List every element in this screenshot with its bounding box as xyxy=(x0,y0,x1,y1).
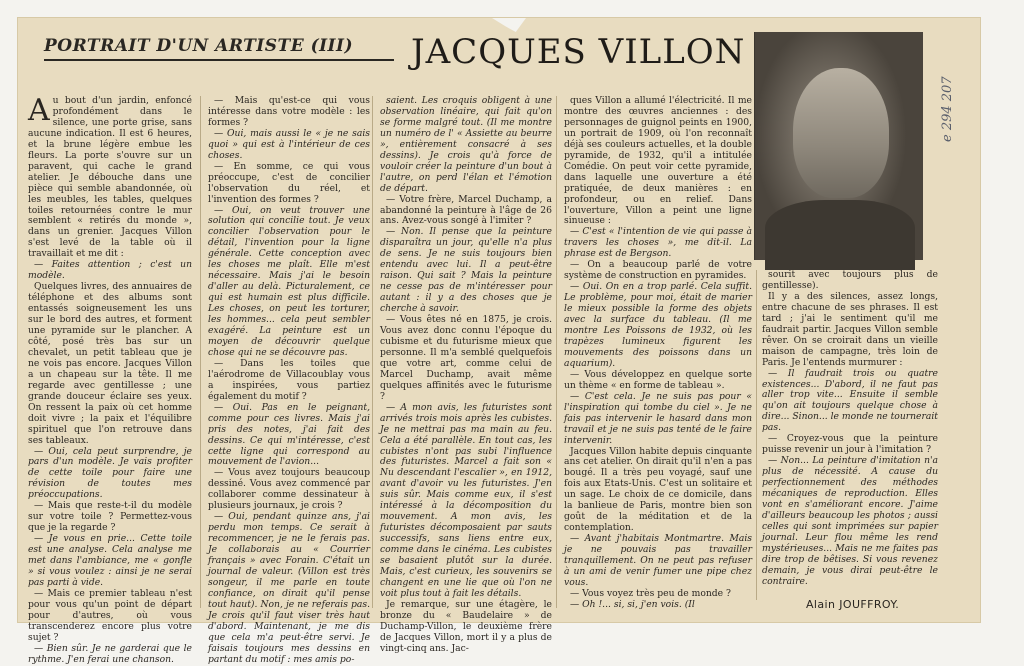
paragraph-text: — Il faudrait trois ou quatre existences... D'abord, il ne faut pas aller trop vite... Ensuite il semble qu'on ait toujours quelque chose à dire... Sinon... le monde ne tournerait pas. xyxy=(762,367,938,434)
article-column-1 xyxy=(28,93,192,665)
paragraph-text: saient. Les croquis obligent à une observation linéaire, qui fait qu'on se forme malgré tout. (Il me montre un numéro de l' « Assiette au beurre », entièrement consacré à ses dessins). Je crois qu'à force de vouloir créer la peinture d'un bout à l'autre, on perd l'élan et l'émotion de départ. xyxy=(380,95,552,194)
paragraph xyxy=(28,534,192,589)
handwritten-note: e 294 207 xyxy=(940,76,955,142)
paragraph-text: — Mais ce premier tableau n'est pour vous qu'un point de départ pour d'autres, où vous transcenderez encore plus votre sujet ? xyxy=(28,587,192,643)
paragraph xyxy=(762,456,938,587)
paragraph-text: — Oui. Pas en le peignant, comme pour ces livres. Mais j'ai pris des notes, j'ai fait des dessins. Ce qui m'intéresse, c'est cette ligne qui correspond au mouvement de l'avion... xyxy=(208,401,370,468)
article-kicker: PORTRAIT D'UN ARTISTE (III) xyxy=(44,36,394,61)
paragraph-text: Je remarque, sur une étagère, le bronze du « Baudelaire » de Duchamp-Villon, le deuxième frère de Jacques Villon, mort il y a plus de vingt-cinq ans. Jac- xyxy=(380,598,552,654)
paragraph-text: — En somme, ce qui vous préoccupe, c'est de concilier l'observation du réel, et l'invention des formes ? xyxy=(208,160,370,205)
article-column-4 xyxy=(564,96,752,608)
paragraph-text: — C'est « l'intention de vie qui passe à travers les choses », me dit-il. La phrase est de Bergson. xyxy=(564,226,752,260)
paragraph-text: — Oui, mais aussi le « je ne sais quoi » qui est à l'intérieur de ces choses. xyxy=(208,127,370,161)
paragraph-text: — Croyez-vous que la peinture puisse revenir un jour à l'imitation ? xyxy=(762,433,938,456)
article-column-2 xyxy=(208,95,370,665)
paragraph-text: — Vous développez en quelque sorte un thème « en forme de tableau ». xyxy=(564,368,752,391)
paragraph xyxy=(380,96,552,195)
paragraph xyxy=(564,227,752,260)
paragraph xyxy=(564,260,752,282)
paragraph xyxy=(28,93,192,260)
paragraph xyxy=(28,589,192,644)
paragraph xyxy=(28,501,192,534)
article-column-5 xyxy=(762,269,938,587)
paragraph xyxy=(380,227,552,315)
paragraph xyxy=(564,370,752,392)
paragraph-text: — Avant j'habitais Montmartre. Mais je ne pouvais pas travailler tranquillement. On ne peut pas refuser à un ami de venir fumer une pipe chez vous. xyxy=(564,533,752,588)
paragraph xyxy=(208,468,370,512)
article-column-3 xyxy=(380,95,552,654)
paragraph-text: ques Villon a allumé l'électricité. Il me montre des œuvres anciennes : des personnages de guignol peints en 1900, un portrait de 1909, où l'on reconnaît déjà ses couleurs actuelles, et la double pyramide, de 1932, qu'il a intitulée Comédie. On peut voir cette pyramide, dans laquelle une ouverture a été pratiquée, de deux manières : en profondeur, ou en relief. Dans l'ouverture, Villon a peint une ligne sinueuse : xyxy=(564,95,752,227)
column-rule xyxy=(756,270,757,600)
dropcap-letter: A xyxy=(28,93,50,128)
paragraph-text: — Oui. On en a trop parlé. Cela suffit. Le problème, pour moi, était de marier le mieux possible la forme des objets avec la surface du tableau. (Il me montre Les Poissons de 1932, où les trapèzes lumineux figurent les mouvements des poissons dans un aquarium). xyxy=(564,281,752,369)
paragraph xyxy=(762,434,938,456)
paragraph-text: sourit avec toujours plus de gentillesse). xyxy=(762,269,938,291)
paragraph-text: — Non... La peinture d'imitation n'a plus de nécessité. A cause du perfectionnement des méthodes mécaniques de reproduction. Elles vont en s'améliorant encore. J'aime d'ailleurs beaucoup les photos ; aussi celles qui sont imprimées sur papier journal. Leur flou même les rend mystérieuses... Mais ne me faites pas dire trop de bêtises. Si vous revenez demain, je vous dirai peut-être le contraire. xyxy=(762,455,938,587)
paragraph-text: — Dans les toiles que l'aérodrome de Villacoublay vous a inspirées, vous partiez également du motif ? xyxy=(208,357,370,402)
paragraph-text: — Oui, pendant quinze ans, j'ai perdu mon temps. Ce serait à recommencer, je ne le ferais pas. Je collaborais au « Courrier français » avec Forain. C'était un journal de valeur. (Villon est très songeur, il me parle en toute confiance, on dirait qu'il pense tout haut). Non, je ne referais pas. Je crois qu'il faut viser très haut d'abord. Maintenant, je me dis que cela m'a peut-être servi. Je faisais toujours mes dessins en partant du motif : mes amis po- xyxy=(208,511,370,665)
paragraph xyxy=(28,644,192,666)
paragraph-text: — C'est cela. Je ne suis pas pour « l'inspiration qui tombe du ciel ». Je ne fais pas intervenir le hasard dans mon travail et je ne suis pas tenté de le faire intervenir. xyxy=(564,390,752,446)
paragraph-text: — Vous voyez très peu de monde ? xyxy=(570,587,731,599)
paragraph xyxy=(380,403,552,600)
paragraph xyxy=(208,359,370,403)
paragraph-text: — A mon avis, les futuristes sont arrivés trois mois après les cubistes. Je ne mettrai pas ma main au feu. Cela a été parallèle. En tout cas, les cubistes n'ont pas subi l'influence des futuristes. Marcel a fait son « Nu descendant l'escalier », en 1912, avant d'avoir vu les futuristes. J'en suis sûr. Mais comme eux, il s'est intéressé à la décomposition du mouvement. A mon avis, les futuristes décomposaient par sauts successifs, sans liens entre eux, comme dans le cinéma. Les cubistes se basaient plutôt sur la durée. Mais, c'est curieux, les souvenirs se changent en une lie que où l'on ne voit plus tout à fait les détails. xyxy=(380,401,552,599)
paragraph xyxy=(564,96,752,227)
paragraph xyxy=(208,162,370,206)
paragraph xyxy=(380,315,552,403)
paragraph xyxy=(380,195,552,228)
paragraph xyxy=(564,392,752,447)
paragraph-text: — Vous êtes né en 1875, je crois. Vous avez donc connu l'époque du cubisme et du futurisme mieux que personne. Il m'a semblé quelquefois que votre art, comme celui de Marcel Duchamp, avait même quelques affinités avec le futurisme ? xyxy=(380,314,552,402)
paragraph xyxy=(28,260,192,282)
paragraph-text: — Vous avez toujours beaucoup dessiné. Vous avez commencé par collaborer comme dessinateur à plusieurs journaux, je crois ? xyxy=(208,467,370,512)
paragraph xyxy=(564,282,752,370)
paragraph xyxy=(762,369,938,435)
paragraph xyxy=(762,270,938,292)
paragraph xyxy=(208,512,370,665)
author-signature: Alain JOUFFROY. xyxy=(806,598,900,611)
portrait-photo xyxy=(754,32,923,260)
paragraph-text: — Non. Il pense que la peinture disparaîtra un jour, qu'elle n'a plus de sens. Je ne suis toujours bien entendu avec lui. Il a peut-être raison. Qui sait ? Mais la peinture ne cesse pas de m'intéresser pour autant : il y a des choses que je cherche à savoir. xyxy=(380,226,552,315)
paragraph-text: — Faites attention ; c'est un modèle. xyxy=(28,259,192,282)
portrait-coat xyxy=(765,200,915,270)
paragraph-text: Jacques Villon habite depuis cinquante ans cet atelier. On dirait qu'il n'en a pas bougé. Il a très peu voyagé, sauf une fois aux Etats-Unis. C'est un solitaire et un sage. Le choix de ce domicile, dans la banlieue de Paris, montre bien son goût de la méditation et de la contemplation. xyxy=(564,445,752,534)
portrait-face xyxy=(793,68,889,198)
paragraph-text: — Bien sûr. Je ne garderai que le rythme. J'en ferai une chanson. xyxy=(28,642,192,665)
paragraph-text: — Je vous en prie... Cette toile est une analyse. Cela analyse me met dans l'ambiance, me « gonfle » si vous voulez : ainsi je ne serai pas parti à vide. xyxy=(28,533,192,588)
paragraph xyxy=(380,600,552,655)
paragraph xyxy=(564,534,752,589)
paragraph-text: — Votre frère, Marcel Duchamp, a abandonné la peinture à l'âge de 26 ans. Avez-vous songé à l'imiter ? xyxy=(380,193,552,227)
column-rule xyxy=(372,96,373,608)
paragraph-text: — Oui, cela peut surprendre, je pars d'un modèle. Je vais profiter de cette toile pour faire une révision de toutes mes préoccupations. xyxy=(28,445,192,501)
paragraph-text: Quelques livres, des annuaires de téléphone et des albums sont entassés soigneusement les uns sur le bord des autres, et forment une pyramide sur le plancher. A côté, posé très bas sur un chevalet, un petit tableau que je ne vois pas encore. Jacques Villon a un chapeau sur la tête. Il me regarde avec gentillesse ; une grande douceur éclaire ses yeux. On ressent la paix où cet homme doit vivre ; la paix et l'équilibre spirituel que l'on retrouve dans ses tableaux. xyxy=(28,281,192,446)
paragraph xyxy=(564,600,752,611)
paragraph xyxy=(564,447,752,535)
paragraph-text: — On a beaucoup parlé de votre système de construction en pyramides. xyxy=(564,259,752,282)
paragraph xyxy=(208,403,370,469)
column-rule xyxy=(200,96,201,608)
paragraph-text: Il y a des silences, assez longs, entre chacune de ses phrases. Il est tard ; j'ai le sentiment qu'il me faudrait partir. Jacques Villon semble rêver. On se croirait dans un vieille maison de campagne, très loin de Paris. Je l'entends murmurer : xyxy=(762,290,938,368)
paragraph xyxy=(762,292,938,369)
paragraph-text: — Oh !... si, si, j'en vois. (Il xyxy=(570,598,695,610)
paragraph-text: — Mais que reste-t-il du modèle sur votre toile ? Permettez-vous que je la regarde ? xyxy=(28,500,192,534)
paragraph xyxy=(208,206,370,359)
paragraph xyxy=(208,96,370,129)
column-rule xyxy=(556,96,557,608)
paragraph xyxy=(28,282,192,446)
paragraph-text: u bout d'un jardin, enfoncé profondément dans le silence, une porte grise, sans aucune indication. Il est 6 heures, et la brune légère embue les fleurs. La porte s'ouvre sur un paravent, qui cache le grand atelier. Je débouche dans une pièce qui semble abandonnée, où les meubles, les tables, quelques toiles retournées contre le mur semblent « retirés du monde », dans un grenier. Jacques Villon s'est levé de la table où il travaillait et me dit : xyxy=(28,95,192,260)
paragraph-text: — Mais qu'est-ce qui vous intéresse dans votre modèle : les formes ? xyxy=(208,95,370,128)
paragraph-text: — Oui, on veut trouver une solution qui concilie tout. Je veux concilier l'observation pour le détail, l'invention pour la ligne générale. Cette conception avec les choses me plaît. Elle m'est nécessaire. Mais j'ai le besoin d'aller au delà. Picturalement, ce qui est humain est plus difficile. Les choses, on peut les torturer, les hommes... cela peut sembler exagéré. La peinture est un moyen de découvrir quelque chose qui ne se découvre pas. xyxy=(208,204,370,358)
paragraph xyxy=(28,447,192,502)
article-title: JACQUES VILLON xyxy=(411,32,746,72)
paragraph xyxy=(208,129,370,162)
